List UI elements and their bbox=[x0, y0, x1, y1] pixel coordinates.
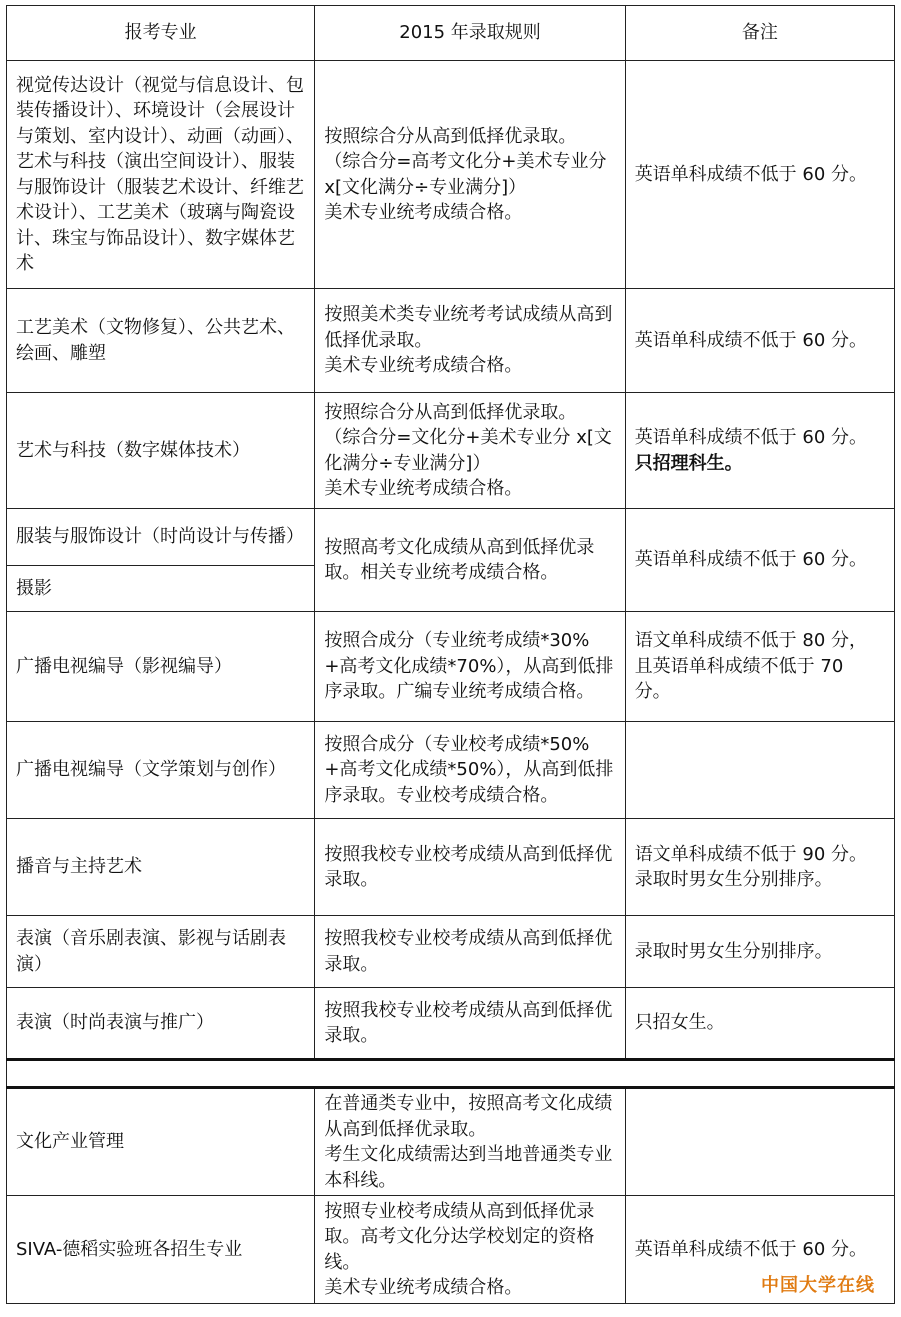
rule-cell: 按照我校专业校考成绩从高到低择优录取。 bbox=[315, 988, 625, 1060]
table-row bbox=[7, 393, 895, 509]
note-cell: 录取时男女生分别排序。 bbox=[625, 916, 894, 988]
rule-text: 按照综合分从高到低择优录取。 （综合分=文化分+美术专业分 x[文化满分÷专业满分]） 美术专业统考成绩合格。 bbox=[324, 401, 612, 499]
major-cell: 广播电视编导（文学策划与创作） bbox=[7, 722, 315, 819]
note-cell: 语文单科成绩不低于 80 分，且英语单科成绩不低于 70 分。 bbox=[625, 612, 894, 722]
table-row bbox=[7, 916, 895, 988]
admission-rules-table bbox=[6, 5, 895, 1304]
major-cell: 表演（音乐剧表演、影视与话剧表演） bbox=[7, 916, 315, 988]
rule-text: 按照综合分从高到低择优录取。 （综合分=高考文化分+美术专业分 x[文化满分÷专业满分]） 美术专业统考成绩合格。 bbox=[324, 125, 607, 223]
header-note: 备注 bbox=[625, 6, 894, 61]
note-text: 语文单科成绩不低于 90 分。 录取时男女生分别排序。 bbox=[634, 843, 868, 890]
rule-cell bbox=[315, 289, 625, 393]
watermark: 中国大学在线 bbox=[761, 1275, 875, 1296]
rule-cell bbox=[315, 393, 625, 509]
note-cell: 英语单科成绩不低于 60 分。 bbox=[625, 1196, 894, 1304]
note-cell bbox=[625, 819, 894, 916]
major-cell: 服装与服饰设计（时尚设计与传播） bbox=[7, 509, 315, 566]
major-cell: SIVA-德稻实验班各招生专业 bbox=[7, 1196, 315, 1304]
rule-text: 按照专业校考成绩从高到低择优录取。高考文化分达学校划定的资格线。 美术专业统考成绩合格。 bbox=[324, 1200, 595, 1298]
major-cell: 视觉传达设计（视觉与信息设计、包装传播设计）、环境设计（会展设计与策划、室内设计）、动画（动画）、艺术与科技（演出空间设计）、服装与服饰设计（服装艺术设计、纤维艺术设计）、工艺美术（玻璃与陶瓷设计、珠宝与饰品设计）、数字媒体艺术 bbox=[7, 61, 315, 289]
header-rule: 2015 年录取规则 bbox=[315, 6, 625, 61]
spacer-cell bbox=[7, 1060, 895, 1088]
rule-text: 在普通类专业中，按照高考文化成绩从高到低择优录取。 考生文化成绩需达到当地普通类专业本科线。 bbox=[324, 1093, 613, 1191]
note-cell bbox=[625, 1088, 894, 1196]
major-cell: 工艺美术（文物修复）、公共艺术、绘画、雕塑 bbox=[7, 289, 315, 393]
note-cell: 英语单科成绩不低于 60 分。 bbox=[625, 509, 894, 612]
major-cell: 艺术与科技（数字媒体技术） bbox=[7, 393, 315, 509]
note-emphasis: 只招理科生。 bbox=[634, 452, 743, 474]
table-row bbox=[7, 61, 895, 289]
table-row bbox=[7, 509, 895, 566]
rule-cell bbox=[315, 1088, 625, 1196]
header-major: 报考专业 bbox=[7, 6, 315, 61]
table-row bbox=[7, 612, 895, 722]
table-row bbox=[7, 1088, 895, 1196]
major-cell: 播音与主持艺术 bbox=[7, 819, 315, 916]
note-cell: 只招女生。 bbox=[625, 988, 894, 1060]
note-cell bbox=[625, 722, 894, 819]
rule-cell bbox=[315, 1196, 625, 1304]
table-row bbox=[7, 722, 895, 819]
table-row bbox=[7, 988, 895, 1060]
major-cell: 广播电视编导（影视编导） bbox=[7, 612, 315, 722]
note-cell bbox=[625, 393, 894, 509]
rule-text: 按照美术类专业统考考试成绩从高到低择优录取。 美术专业统考成绩合格。 bbox=[324, 304, 613, 377]
major-cell: 摄影 bbox=[7, 566, 315, 612]
note-cell: 英语单科成绩不低于 60 分。 bbox=[625, 61, 894, 289]
table-row bbox=[7, 819, 895, 916]
rule-cell: 按照合成分（专业统考成绩*30%+高考文化成绩*70%），从高到低排序录取。广编专业统考成绩合格。 bbox=[315, 612, 625, 722]
major-cell: 文化产业管理 bbox=[7, 1088, 315, 1196]
rule-cell: 按照我校专业校考成绩从高到低择优录取。 bbox=[315, 819, 625, 916]
major-cell: 表演（时尚表演与推广） bbox=[7, 988, 315, 1060]
table-row bbox=[7, 289, 895, 393]
rule-cell bbox=[315, 61, 625, 289]
header-row bbox=[7, 6, 895, 61]
rule-cell: 按照合成分（专业校考成绩*50%+高考文化成绩*50%），从高到低排序录取。专业校考成绩合格。 bbox=[315, 722, 625, 819]
note-text: 英语单科成绩不低于 60 分。 bbox=[634, 427, 868, 448]
rule-cell: 按照我校专业校考成绩从高到低择优录取。 bbox=[315, 916, 625, 988]
spacer-row bbox=[7, 1060, 895, 1088]
rule-cell: 按照高考文化成绩从高到低择优录取。相关专业统考成绩合格。 bbox=[315, 509, 625, 612]
note-cell: 英语单科成绩不低于 60 分。 bbox=[625, 289, 894, 393]
